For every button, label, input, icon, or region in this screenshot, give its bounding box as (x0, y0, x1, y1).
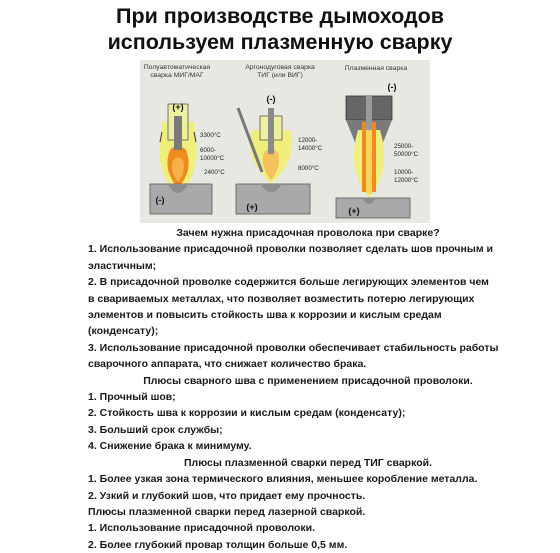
body-line: 1. Более узкая зона термического влияния, меньшее коробление металла. (88, 473, 478, 486)
panel-3-caption-1: Плазменная сварка (344, 65, 408, 72)
panel-3-temp-2: 50000°C (394, 151, 419, 158)
panel-2-top-sign: (-) (266, 94, 276, 104)
section-heading: Плюсы сварного шва с применением присадочной проволоки. (143, 374, 473, 387)
section-heading: Плюсы плазменной сварки перед ТИГ сваркой. (184, 456, 432, 469)
panel-1-temp-4: 2400°C (204, 169, 225, 176)
body-line: 1. Использование присадочной проволки позволяет сделать шов прочным и (88, 243, 493, 256)
body-line: в свариваемых металлах, что позволяет возместить потерю легирующих (88, 292, 475, 305)
page-title-line-1: При производстве дымоходов (116, 4, 444, 28)
panel-1-temp-2: 6000- (200, 147, 216, 154)
body-line: эластичным; (88, 259, 157, 272)
panel-3-top-sign: (-) (387, 82, 397, 92)
panel-2-temp-1: 12000- (298, 137, 318, 144)
body-line: 2. В присадочной проволке содержится больше легирующих элементов чем (88, 276, 489, 289)
panel-1-caption-2: сварка МИГ/МАГ (150, 72, 204, 79)
body-line: 3. Больший срок службы; (88, 423, 223, 436)
panel-3-temp-3: 10000- (394, 169, 414, 176)
body-line: Плюсы плазменной сварки перед лазерной сваркой. (88, 505, 366, 518)
panel-1-bottom-sign: (-) (155, 195, 165, 205)
body-line: элементов и повысить стойкость шва к коррозии и кислым средам (88, 309, 442, 322)
panel-2-temp-3: 8000°C (298, 165, 319, 172)
body-line: 1. Прочный шов; (88, 391, 176, 404)
panel-3-temp-4: 12000°C (394, 177, 419, 184)
panel-2-bottom-sign: (+) (246, 202, 258, 212)
panel-1-top-sign: (+) (172, 102, 184, 112)
panel-1-caption-1: Полуавтоматическая (143, 64, 211, 71)
body-line: сварочного аппарата, что снижает количество брака. (88, 358, 367, 371)
panel-2-temp-2: 14000°C (298, 145, 323, 152)
body-line: 2. Узкий и глубокий шов, что придает ему прочность. (88, 489, 366, 502)
body-line: 4. Снижение брака к минимуму. (88, 440, 252, 453)
panel-3-bottom-sign: (+) (348, 206, 360, 216)
body-line: (конденсату); (88, 325, 159, 338)
panel-1-temp-1: 3300°C (200, 132, 221, 139)
body-line: 2. Стойкость шва к коррозии и кислым средам (конденсату); (88, 407, 406, 420)
section-heading: Зачем нужна присадочная проволока при сварке? (176, 227, 440, 239)
body-line: 3. Использование присадочной проволки обеспечивает стабильность работы (88, 341, 499, 354)
body-line: 2. Более глубокий провар толщин больше 0,5 мм. (88, 538, 348, 551)
panel-2-caption-2: ТИГ (или ВИГ) (257, 72, 303, 79)
panel-1-temp-3: 10000°C (200, 155, 225, 162)
panel-3-temp-1: 25000- (394, 143, 414, 150)
page-title-line-2: используем плазменную сварку (107, 30, 453, 54)
panel-2-caption-1: Аргонодуговая сварка (245, 64, 315, 71)
welding-comparison-diagram (140, 60, 430, 223)
body-line: 1. Использование присадочной проволоки. (88, 522, 316, 535)
